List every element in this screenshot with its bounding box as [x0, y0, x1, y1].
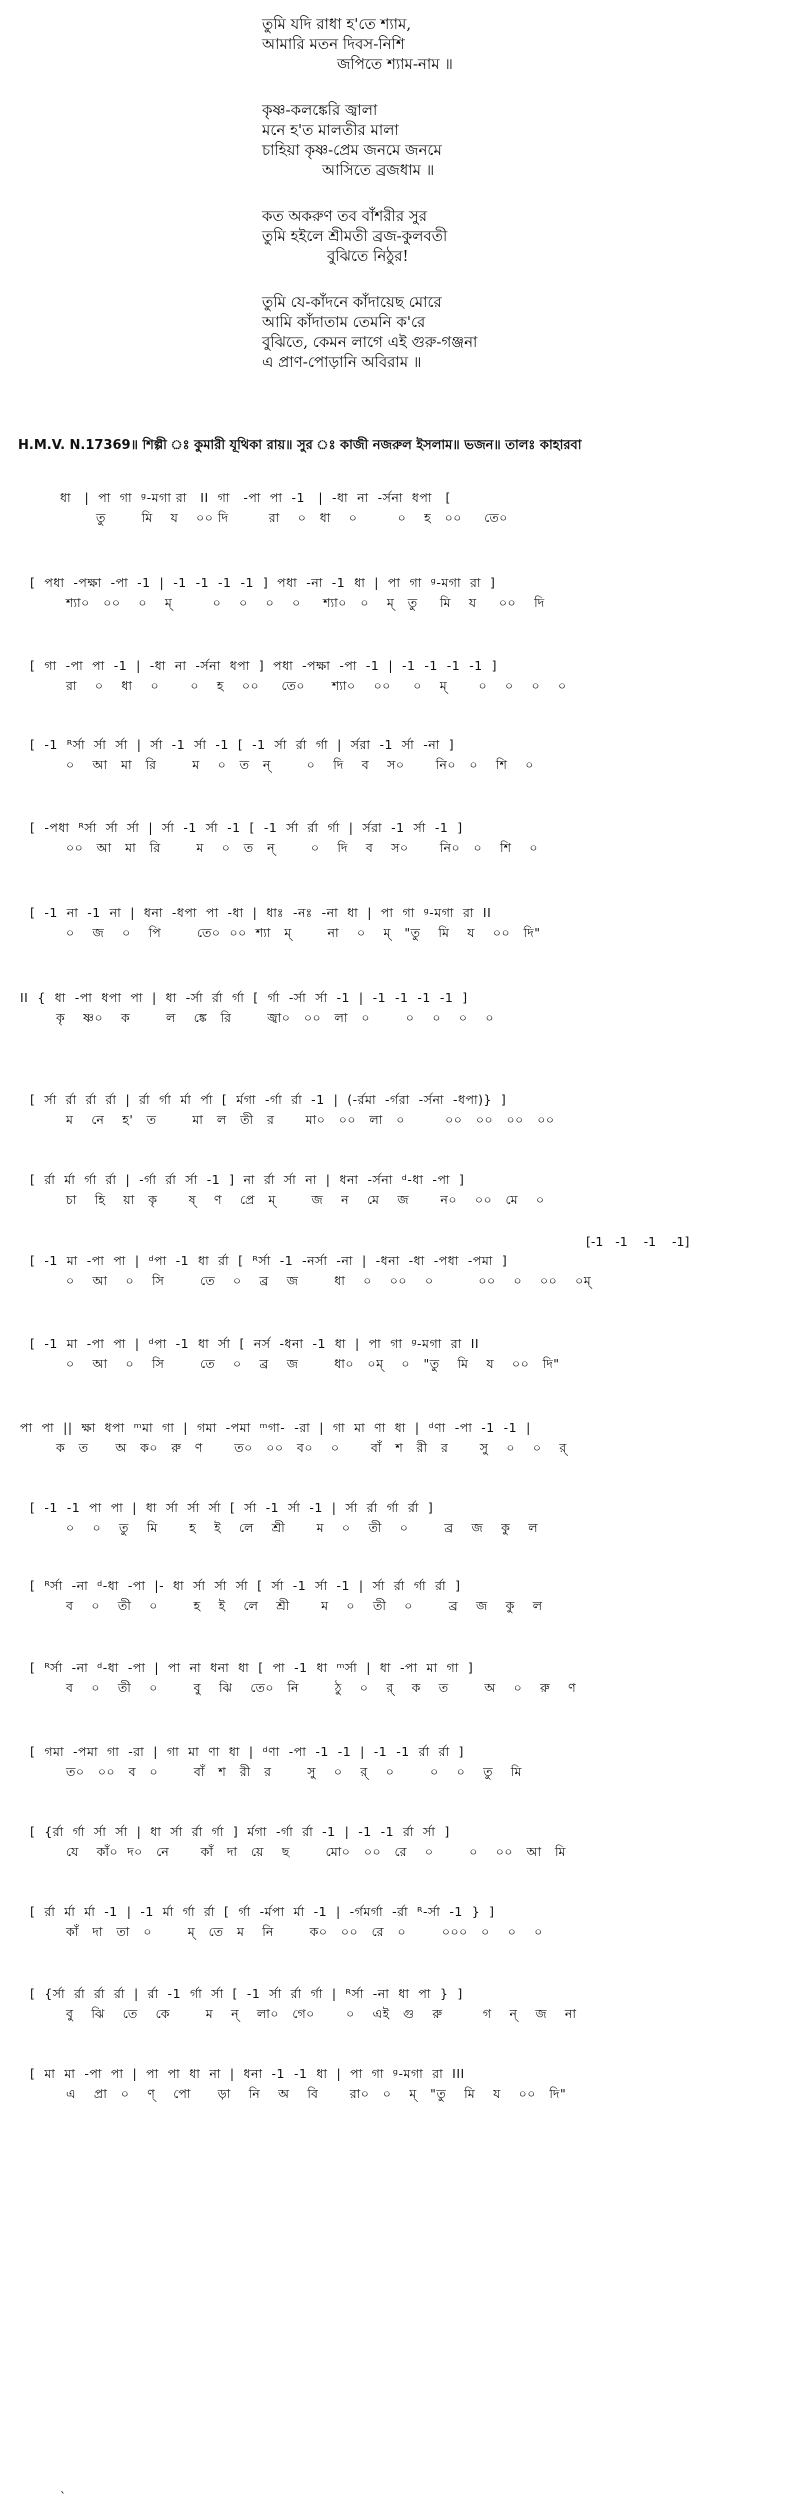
notation-swara-row: [ পধা -পক্ষা -পা -1 | -1 -1 -1 -1 ] পধা -না -1 ধা | পা গা ᵍ-মগা রা ] [30, 575, 496, 590]
notation-swara-row: [ -1 -1 পা পা | ধা র্সা র্সা র্সা [ র্সা -1 র্সা -1 | র্সা র্রা র্গা র্রা ] [30, 1500, 434, 1515]
notation-lyric-row: ০ ০ তু মি হ ই লে শ্রী ম ০ তী ০ ব্র জ কু ল [66, 1520, 539, 1535]
notation-lyric-row: ত০ ০০ ব ০ বাঁ শ রী র সু ০ র্ ০ ০ ০ তু মি [66, 1764, 522, 1779]
lyric-line: আমি কাঁদাতাম তেমনি ক'রে [262, 313, 426, 331]
notation-swara-row: [ গমা -পমা গা -রা | গা মা ণা ধা | ᵈণা -পা -1 -1 | -1 -1 র্রা র্রা ] [30, 1744, 464, 1759]
notation-lyric-row: ম নে হ' ত মা ল তী র মা০ ০০ লা ০ ০০ ০০ ০০ ০০ [66, 1112, 555, 1127]
lyric-line: তুমি হইলে শ্রীমতী ব্রজ-কুলবতী [262, 227, 448, 245]
notation-lyric-row: চা হি য়া কৃ ষ্ ণ প্রে ম্ জ ন মে জ ন০ ০০ মে ০ [66, 1192, 545, 1207]
notation-lyric-row: রা ০ ধা ০ ০ হ ০০ তে০ শ্যা০ ০০ ০ ম্ ০ ০ ০ ০ [66, 678, 567, 693]
lyric-line: বুঝিতে, কেমন লাগে এই গুরু-গঞ্জনা [262, 333, 478, 351]
notation-swara-row: [ ᴿর্সা -না ᵈ-ধা -পা | পা না ধনা ধা [ পা -1 ধা ᵐর্সা | ধা -পা মা গা ] [30, 1660, 474, 1675]
notation-lyric-row: ব ০ তী ০ বু ঝি তে০ নি ঠু ০ র্ ক ত অ ০ রু ণ [66, 1680, 577, 1695]
notation-swara-row: [ {র্রা র্গা র্সা র্সা | ধা র্সা র্রা র্গা ] র্মগা -র্গা র্রা -1 | -1 -1 র্রা র্সা ] [30, 1824, 450, 1839]
lyric-line: বুঝিতে নিঠুর! [327, 247, 409, 265]
lyric-line: কৃষ্ণ-কলঙ্কেরি জ্বালা [262, 101, 378, 119]
notation-lyric-row: ০ জ ০ পি তে০ ০০ শ্যা ম্ না ০ ম্ "তু মি য ০০ দি" [66, 925, 541, 940]
lyric-line: চাহিয়া কৃষ্ণ-প্রেম জনমে জনমে [262, 141, 442, 159]
lyric-line: তুমি যে-কাঁদনে কাঁদায়েছ মোরে [262, 293, 442, 311]
notation-swara-row: [ র্রা র্মা র্গা র্রা | -র্গা র্রা র্সা -1 ] না র্রা র্সা না | ধনা -র্সনা ᵈ-ধা -পা ] [30, 1172, 465, 1187]
notation-lyric-row: যে কাঁ০ দ০ নে কাঁ দা য়ে ছ মো০ ০০ রে ০ ০ ০০ আ মি [66, 1844, 566, 1859]
notation-swara-row: পা পা || ক্ষা ধপা ᵐমা গা | গমা -পমা ᵐগা- -রা | গা মা ণা ধা | ᵈণা -পা -1 -1 | [20, 1420, 531, 1435]
notation-swara-row: [ র্সা র্রা র্রা র্রা | র্রা র্গা র্মা র্পা [ র্মগা -র্গা র্রা -1 | (-র্রমা -র্গরা -র্সনা -ধপা)} ] [30, 1092, 507, 1107]
notation-swara-row: [ গা -পা পা -1 | -ধা না -র্সনা ধপা ] পধা -পক্ষা -পা -1 | -1 -1 -1 -1 ] [30, 658, 497, 673]
notation-swara-row: [ -1 না -1 না | ধনা -ধপা পা -ধা | ধাঃ -নঃ -না ধা | পা গা ᵍ-মগা রা II [30, 905, 492, 920]
notation-swara-row: [ ᴿর্সা -না ᵈ-ধা -পা |- ধা র্সা র্সা র্সা [ র্সা -1 র্সা -1 | র্সা র্রা র্গা র্রা ] [30, 1578, 461, 1593]
notation-swara-row: [ -1 ᴿর্সা র্সা র্সা | র্সা -1 র্সা -1 [ -1 র্সা র্রা র্গা | র্সরা -1 র্সা -না ] [30, 737, 455, 752]
notation-lyric-row: ব ০ তী ০ হ ই লে শ্রী ম ০ তী ০ ব্র জ কু ল [66, 1598, 543, 1613]
lyric-line: তুমি যদি রাধা হ'তে শ্যাম, [262, 15, 412, 33]
notation-swara-row: [ {র্সা র্রা র্রা র্রা | র্রা -1 র্গা র্সা [ -1 র্সা র্রা র্গা | ᴿর্সা -না ধা পা } ] [30, 1986, 463, 2001]
notation-lyric-row: ০ আ ০ সি তে ০ ব্র জ ধা ০ ০০ ০ ০০ ০ ০০ ০ম্ [66, 1273, 592, 1288]
notation-lyric-row: কাঁ দা তা ০ ম্ তে ম নি ক০ ০০ রে ০ ০০০ ০ ০ ০ [66, 1924, 543, 1939]
lyric-line: আসিতে ব্রজধাম ॥ [322, 161, 435, 179]
notation-lyric-row: ক ত অ ক০ রু ণ ত০ ০০ ব০ ০ বাঁ শ রী র সু ০ ০ র্ [56, 1440, 567, 1455]
notation-swara-row: [ -পধা ᴿর্সা র্সা র্সা | র্সা -1 র্সা -1 [ -1 র্সা র্রা র্গা | র্সরা -1 র্সা -1 ] [30, 820, 463, 835]
lyric-line: এ প্রাণ-পোড়ানি অবিরাম ॥ [262, 353, 422, 371]
notation-lyric-row: কৃ ষ্ণ০ ক ল ঙ্কে রি জ্বা০ ০০ লা ০ ০ ০ ০ ০ [56, 1010, 494, 1025]
lyric-line: জপিতে শ্যাম-নাম ॥ [337, 55, 453, 73]
notation-swara-row: [ মা মা -পা পা | পা পা ধা না | ধনা -1 -1 ধা | পা গা ᵍ-মগা রা III [30, 2066, 465, 2081]
notation-lyric-row: এ প্রা ০ ণ্ পো ড়া নি অ বি রা০ ০ ম্ "তু মি য ০০ দি" [66, 2086, 567, 2101]
notation-lyric-row: ০ আ ০ সি তে ০ ব্র জ ধা০ ০ম্ ০ "তু মি য ০০ দি" [66, 1356, 560, 1371]
notation-lyric-row: ০ আ মা রি ম ০ ত ন্ ০ দি ব স০ নি০ ০ শি ০ [66, 757, 534, 772]
notation-lyric-row: বু ঝি তে কে ম ন্ লা০ গে০ ০ এই গু রু গ ন্ জ না [66, 2006, 577, 2021]
lyric-line: কত অকরুণ তব বাঁশরীর সুর [262, 207, 428, 225]
notation-swara-row: [ -1 মা -পা পা | ᵈপা -1 ধা র্সা [ নর্স -ধনা -1 ধা | পা গা ᵍ-মগা রা II [30, 1336, 480, 1351]
lyric-line: আমারি মতন দিবস-নিশি [262, 35, 405, 53]
notation-swara-row: [ র্রা র্মা র্মা -1 | -1 র্মা র্গা র্রা [ র্গা -র্মপা র্মা -1 | -র্গমর্গা -র্রা ᴿ-র্সা -1 } ] [30, 1904, 495, 1919]
page-mark: ˋ [60, 2490, 66, 2504]
song-header: H.M.V. N.17369॥ শিল্পী ঃ কুমারী যূথিকা রায়॥ সুর ঃ কাজী নজরুল ইসলাম॥ ভজন॥ তালঃ কাহারবা [18, 438, 582, 453]
notation-swara-row: [ -1 মা -পা পা | ᵈপা -1 ধা র্রা [ ᴿর্সা -1 -নর্সা -না | -ধনা -ধা -পধা -পমা ] [30, 1253, 508, 1268]
notation-lyric-row: ০০ আ মা রি ম ০ ত ন্ ০ দি ব স০ নি০ ০ শি ০ [66, 840, 539, 855]
notation-lyric-row: শ্যা০ ০০ ০ ম্ ০ ০ ০ ০ শ্যা০ ০ ম্ তু মি য ০০ দি [66, 595, 545, 610]
lyric-line: মনে হ'ত মালতীর মালা [262, 121, 399, 139]
notation-swara-row: II { ধা -পা ধপা পা | ধা -র্সা র্রা র্গা [ র্গা -র্সা র্সা -1 | -1 -1 -1 -1 ] [20, 990, 468, 1005]
notation-swara-row: ধা | পা গা ᵍ-মগা রা II গা -পা পা -1 | -ধা না -র্সনা ধপা [ [60, 490, 451, 505]
notation-lyric-row: তু মি য ০০ দি রা ০ ধা ০ ০ হ ০০ তে০ [96, 510, 508, 525]
bracket-annotation: [-1 -1 -1 -1] [586, 1234, 690, 1249]
